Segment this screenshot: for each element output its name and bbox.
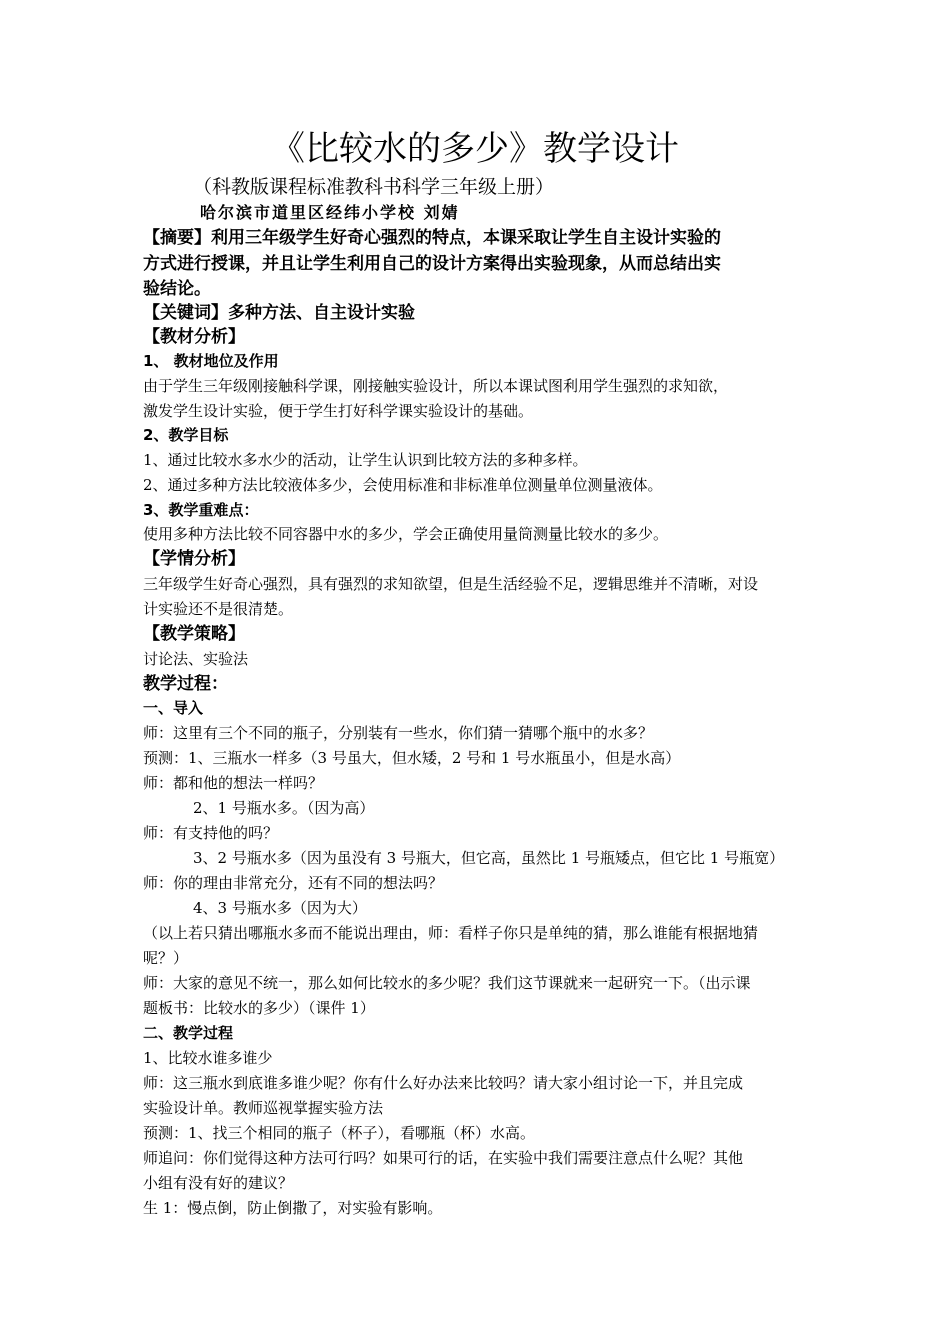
- keywords-line: 【关键词】多种方法、自主设计实验: [143, 303, 415, 323]
- strategy-text: 讨论法、实验法: [143, 650, 249, 668]
- process-heading: 教学过程：: [143, 674, 228, 694]
- dialogue-line: 4、3 号瓶水多（因为大）: [193, 899, 367, 917]
- dialogue-line: 师：这里有三个不同的瓶子，分别装有一些水，你们猜一猜哪个瓶中的水多？: [143, 724, 654, 742]
- part-heading-intro: 一、导入: [143, 699, 204, 717]
- document-subtitle: （科教版课程标准教科书科学三年级上册）: [193, 176, 555, 198]
- dialogue-line: 师：这三瓶水到底谁多谁少呢？你有什么好办法来比较吗？请大家小组讨论一下，并且完成: [143, 1074, 744, 1092]
- dialogue-line: 呢？）: [143, 949, 189, 967]
- author-line: 哈尔滨市道里区经纬小学校 刘婧: [200, 203, 460, 222]
- subheading-material-role: 1、 教材地位及作用: [143, 352, 279, 370]
- dialogue-line: 题板书：比较水的多少）（课件 1）: [143, 999, 375, 1017]
- document-title: 《比较水的多少》教学设计: [271, 129, 679, 169]
- subheading-key-points: 3、教学重难点：: [143, 501, 259, 519]
- dialogue-line: 预测：1、三瓶水一样多（3 号虽大，但水矮，2 号和 1 号水瓶虽小，但是水高）: [143, 749, 681, 767]
- dialogue-line: 师：有支持他的吗？: [143, 824, 279, 842]
- dialogue-line: 师追问：你们觉得这种方法可行吗？如果可行的话，在实验中我们需要注意点什么呢？其他: [143, 1149, 744, 1167]
- goal-item: 2、通过多种方法比较液体多少，会使用标准和非标准单位测量单位测量液体。: [143, 476, 663, 494]
- dialogue-line: 师：都和他的想法一样吗？: [143, 774, 324, 792]
- dialogue-line: 3、2 号瓶水多（因为虽没有 3 号瓶大，但它高，虽然比 1 号瓶矮点，但它比 1 号瓶宽）: [193, 849, 785, 867]
- dialogue-line: 预测：1、找三个相同的瓶子（杯子），看哪瓶（杯）水高。: [143, 1124, 536, 1142]
- dialogue-line: 小组有没有好的建议？: [143, 1174, 294, 1192]
- section-heading-strategy: 【教学策略】: [143, 624, 245, 644]
- subheading-goals: 2、教学目标: [143, 426, 229, 444]
- goal-item: 1、通过比较水多水少的活动，让学生认识到比较方法的多种多样。: [143, 451, 588, 469]
- paragraph-line: 由于学生三年级刚接触科学课，刚接触实验设计，所以本课试图利用学生强烈的求知欲，: [143, 377, 729, 395]
- section-heading-student: 【学情分析】: [143, 549, 245, 569]
- dialogue-line: 2、1 号瓶水多。（因为高）: [193, 799, 375, 817]
- dialogue-line: 师：大家的意见不统一，那么如何比较水的多少呢？我们这节课就来一起研究一下。（出示课: [143, 974, 751, 992]
- key-points-text: 使用多种方法比较不同容器中水的多少，学会正确使用量筒测量比较水的多少。: [143, 525, 669, 543]
- abstract-line: 验结论。: [143, 279, 211, 299]
- dialogue-line: 生 1：慢点倒，防止倒撒了，对实验有影响。: [143, 1199, 443, 1217]
- paragraph-line: 三年级学生好奇心强烈，具有强烈的求知欲望，但是生活经验不足，逻辑思维并不清晰，对设: [143, 575, 759, 593]
- abstract-line: 【摘要】利用三年级学生好奇心强烈的特点，本课采取让学生自主设计实验的: [143, 228, 721, 248]
- dialogue-line: （以上若只猜出哪瓶水多而不能说出理由，师：看样子你只是单纯的猜，那么谁能有根据地猜: [143, 924, 759, 942]
- paragraph-line: 计实验还不是很清楚。: [143, 600, 294, 618]
- part-heading-process: 二、教学过程: [143, 1024, 234, 1042]
- paragraph-line: 激发学生设计实验，便于学生打好科学课实验设计的基础。: [143, 402, 534, 420]
- abstract-line: 方式进行授课，并且让学生利用自己的设计方案得出实验现象，从而总结出实: [143, 254, 721, 274]
- dialogue-line: 师：你的理由非常充分，还有不同的想法吗？: [143, 874, 444, 892]
- dialogue-line: 1、比较水谁多谁少: [143, 1049, 273, 1067]
- dialogue-line: 实验设计单。教师巡视掌握实验方法: [143, 1099, 384, 1117]
- section-heading-material: 【教材分析】: [143, 327, 245, 347]
